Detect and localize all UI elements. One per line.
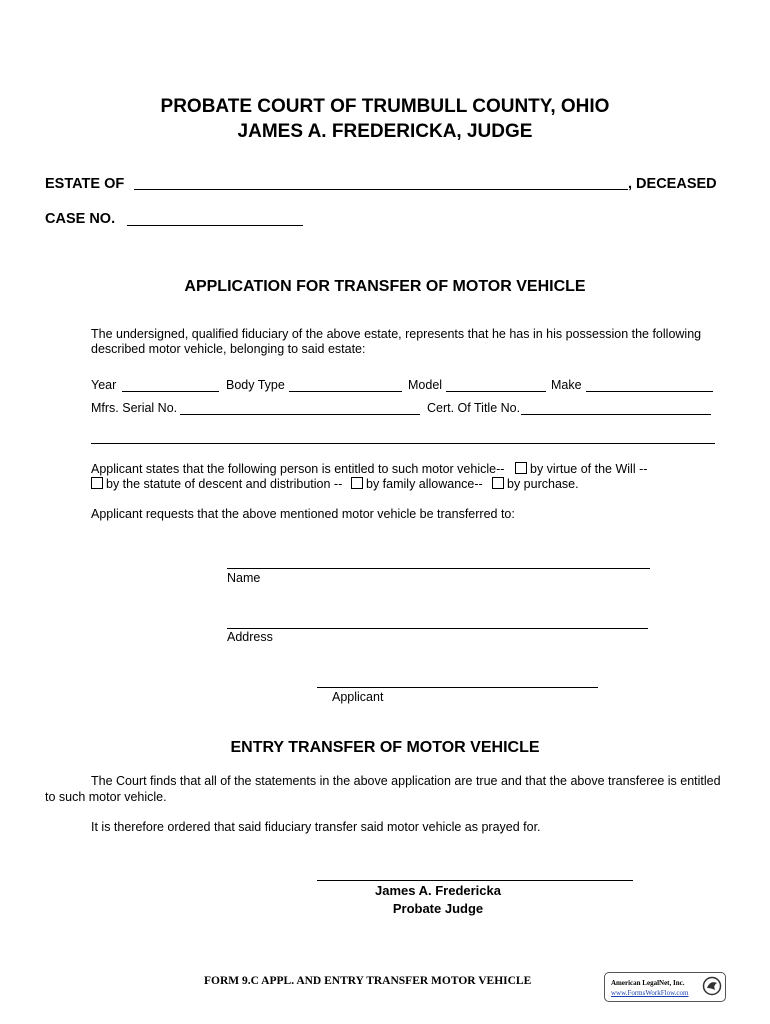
- make-field[interactable]: [586, 391, 713, 392]
- will-checkbox[interactable]: [515, 462, 527, 474]
- applicant-label: Applicant: [332, 690, 384, 704]
- judge-name: James A. Fredericka: [375, 883, 501, 898]
- name-label: Name: [227, 571, 261, 585]
- option-will[interactable]: [515, 462, 647, 476]
- year-field[interactable]: [122, 391, 219, 392]
- option-allowance-label: by family allowance--: [366, 477, 483, 491]
- case-number-field[interactable]: [127, 225, 303, 226]
- finding-line-1: The Court finds that all of the statements in the above application are true and that the above transferee is entitled: [91, 774, 721, 788]
- year-label: Year: [91, 378, 117, 392]
- application-title: APPLICATION FOR TRANSFER OF MOTOR VEHICLE: [184, 278, 586, 295]
- intro-line-1: The undersigned, qualified fiduciary of the above estate, represents that he has in his possession the following: [91, 327, 702, 341]
- order-statement: It is therefore ordered that said fiduciary transfer said motor vehicle as prayed for.: [91, 820, 541, 834]
- transfer-request: Applicant requests that the above mentioned motor vehicle be transferred to:: [91, 507, 515, 521]
- estate-label: ESTATE OF: [45, 176, 125, 192]
- option-statute-label: by the statute of descent and distribution --: [106, 477, 343, 491]
- judge-title-label: Probate Judge: [392, 901, 484, 916]
- applicant-signature-field[interactable]: [317, 687, 598, 688]
- body-type-label: Body Type: [226, 378, 285, 392]
- title-no-label: Cert. Of Title No.: [427, 401, 521, 415]
- form-footer: FORM 9.C APPL. AND ENTRY TRANSFER MOTOR VEHICLE: [204, 975, 532, 987]
- title-no-field[interactable]: [521, 414, 711, 415]
- allowance-checkbox[interactable]: [351, 477, 363, 489]
- case-label: CASE NO.: [45, 211, 116, 227]
- name-field[interactable]: [227, 568, 650, 569]
- finding-line-2: to such motor vehicle.: [45, 790, 167, 804]
- option-will-label: by virtue of the Will --: [530, 462, 648, 476]
- address-label: Address: [227, 630, 273, 644]
- publisher-url[interactable]: www.FormsWorkFlow.com: [611, 989, 689, 997]
- vehicle-description-field[interactable]: [91, 443, 715, 444]
- make-label: Make: [551, 378, 582, 392]
- intro-line-2: described motor vehicle, belonging to said estate:: [91, 342, 366, 356]
- body-type-field[interactable]: [289, 391, 402, 392]
- option-allowance[interactable]: [351, 477, 483, 491]
- deceased-label: , DECEASED: [628, 176, 717, 192]
- model-field[interactable]: [446, 391, 546, 392]
- publisher-logo: [604, 972, 726, 1002]
- entry-title: ENTRY TRANSFER OF MOTOR VEHICLE: [230, 739, 540, 756]
- statute-checkbox[interactable]: [91, 477, 103, 489]
- judge-signature-field[interactable]: [317, 880, 633, 881]
- globe-icon: [702, 976, 722, 996]
- serial-label: Mfrs. Serial No.: [91, 401, 178, 415]
- publisher-name: American LegalNet, Inc.: [611, 979, 685, 987]
- option-statute[interactable]: [91, 477, 342, 491]
- model-label: Model: [408, 378, 443, 392]
- option-purchase-label: by purchase.: [507, 477, 579, 491]
- address-field[interactable]: [227, 628, 648, 629]
- entitled-statement: Applicant states that the following person is entitled to such motor vehicle--: [91, 462, 505, 476]
- option-purchase[interactable]: [492, 477, 579, 491]
- purchase-checkbox[interactable]: [492, 477, 504, 489]
- judge-title: JAMES A. FREDERICKA, JUDGE: [237, 121, 533, 142]
- court-title: PROBATE COURT OF TRUMBULL COUNTY, OHIO: [160, 96, 610, 117]
- estate-field[interactable]: [134, 189, 628, 190]
- serial-field[interactable]: [180, 414, 420, 415]
